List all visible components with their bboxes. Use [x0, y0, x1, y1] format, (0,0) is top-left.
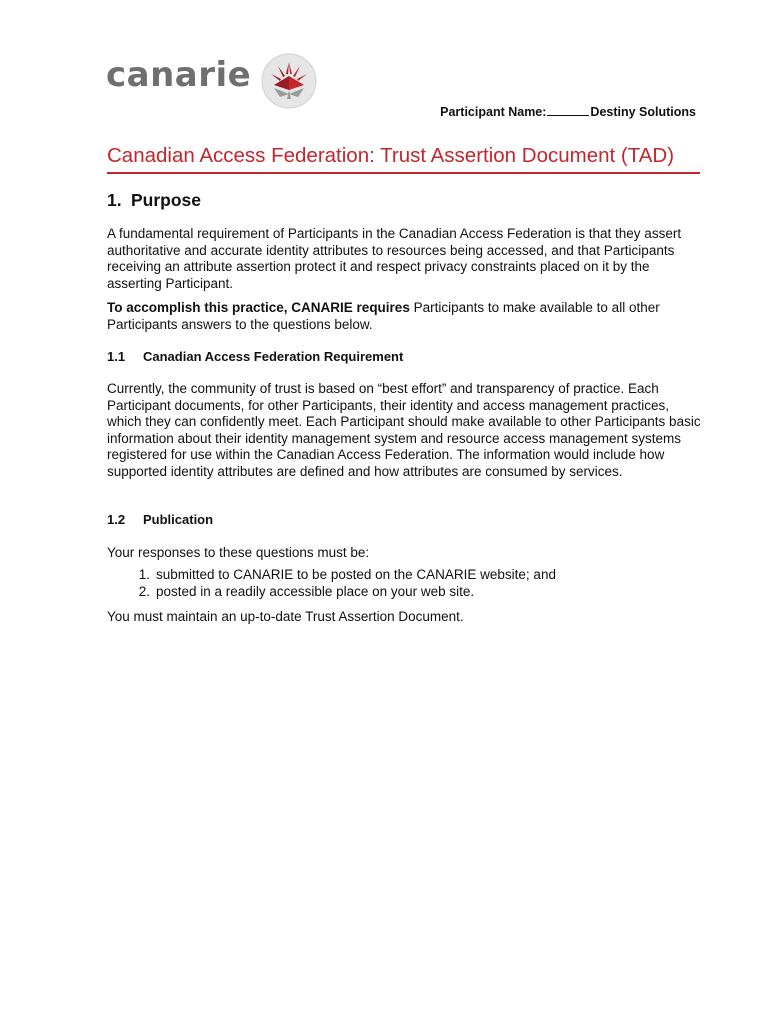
- participant-name-label: Participant Name:: [440, 105, 547, 119]
- document-title: Canadian Access Federation: Trust Assertion Document (TAD): [107, 144, 675, 167]
- list-item-number: 1 .: [107, 567, 156, 584]
- publication-list: [107, 567, 707, 600]
- list-item-text: submitted to CANARIE to be posted on the CANARIE website; and: [156, 567, 556, 582]
- maple-leaf-icon: [260, 52, 318, 110]
- purpose-paragraph: A fundamental requirement of Participants in the Canadian Access Federation is that they assert authoritative and accurate identity attributes to resources being accessed, and that Participants receiving an attribute assertion protect it and respect privacy constraints placed on it by the asserting Participant.: [107, 226, 682, 291]
- federation-requirement-paragraph: Currently, the community of trust is based on “best effort” and transparency of practice. Each Participant documents, for other Participants, their identity and access management practices, which they can confidently meet. Each Participant should make available to other Participants basic information about their identity management system and resource access management systems registered for use within the Canadian Access Federation. The information would include how supported identity attributes are defined and how attributes are consumed by services.: [107, 381, 701, 479]
- list-item-number: 2 .: [107, 584, 156, 601]
- section-1-1-number: 1.1: [107, 349, 126, 364]
- section-1-2-heading: [107, 512, 213, 527]
- section-1-1-title: Canadian Access Federation Requirement: [143, 349, 404, 364]
- section-1-2-number: 1.2: [107, 512, 126, 527]
- list-item-text: posted in a readily accessible place on your web site.: [156, 583, 475, 599]
- section-1-number: 1.: [107, 190, 122, 210]
- publication-intro: Your responses to these questions must be:: [107, 545, 370, 560]
- section-1-2-title: Publication: [143, 512, 214, 527]
- section-1-1-heading: [107, 349, 403, 364]
- list-item: [107, 567, 707, 584]
- section-1-title: Purpose: [131, 190, 202, 210]
- list-item: [107, 584, 707, 601]
- section-1-heading: [107, 190, 201, 211]
- participant-name-value: Destiny Solutions: [590, 105, 696, 119]
- requirement-bold-text: To accomplish this practice, CANARIE requires: [107, 300, 410, 315]
- publication-closing: You must maintain an up-to-date Trust Assertion Document.: [107, 609, 464, 624]
- canarie-logo: [106, 52, 321, 112]
- title-divider: [107, 172, 700, 174]
- participant-name-line: [440, 104, 696, 119]
- requirement-paragraph: [107, 300, 707, 333]
- requirement-text: Participants to make available to all other Participants answers to the questions below.: [107, 300, 660, 332]
- participant-name-underline: [547, 104, 589, 116]
- logo-wordmark: canarie: [106, 55, 252, 95]
